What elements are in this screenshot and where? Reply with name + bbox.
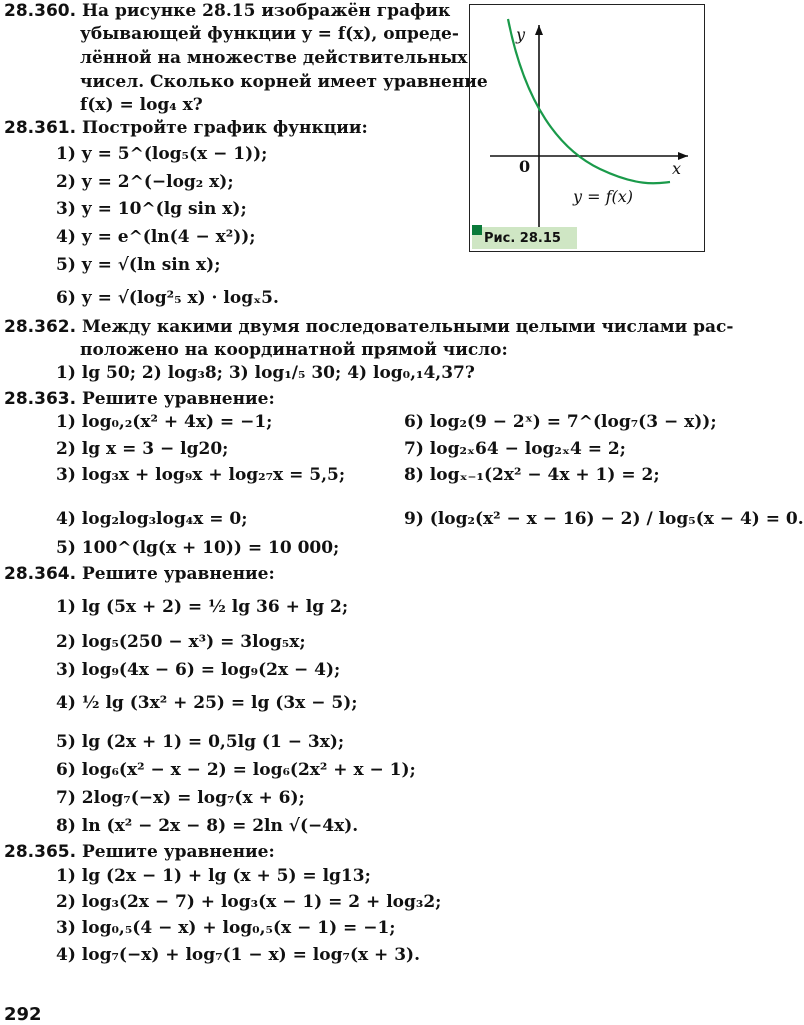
item-28-361-2: 2) y = 2^(−log₂ x);	[56, 172, 234, 192]
function-curve	[508, 19, 670, 183]
problem-text: На рисунке 28.15 изображён график	[81, 1, 451, 21]
item-28-363-4: 4) log₂log₃log₄x = 0;	[56, 509, 248, 529]
y-axis-label: y	[516, 25, 526, 44]
problem-28-362-options: 1) lg 50; 2) log₃8; 3) log₁/₅ 30; 4) log₀,₁4,37?	[56, 363, 475, 383]
figure-caption: Рис. 28.15	[484, 231, 561, 246]
item-28-364-2: 2) log₅(250 − x³) = 3log₅x;	[56, 632, 306, 652]
item-28-361-1: 1) y = 5^(log₅(x − 1));	[56, 144, 268, 164]
item-28-363-9: 9) (log₂(x² − x − 16) − 2) / log₅(x − 4) = 0.	[404, 509, 804, 529]
problem-number: 28.364.	[4, 564, 77, 584]
origin-label: 0	[519, 157, 531, 176]
problem-text: Между какими двумя последовательными целыми числами рас-	[81, 317, 734, 337]
item-28-365-2: 2) log₃(2x − 7) + log₃(x − 1) = 2 + log₃2;	[56, 892, 442, 912]
caption-marker-icon	[472, 225, 482, 235]
item-28-363-6: 6) log₂(9 − 2ˣ) = 7^(log₇(3 − x));	[404, 412, 717, 432]
problem-28-360-line-3: лённой на множестве действительных	[80, 48, 468, 68]
x-axis-label: x	[672, 159, 682, 178]
item-28-363-3: 3) log₃x + log₉x + log₂₇x = 5,5;	[56, 465, 346, 485]
item-28-361-5: 5) y = √(ln sin x);	[56, 255, 221, 275]
problem-text: Решите уравнение:	[81, 389, 275, 409]
item-28-363-7: 7) log₂ₓ64 − log₂ₓ4 = 2;	[404, 439, 626, 459]
item-28-364-1: 1) lg (5x + 2) = ½ lg 36 + lg 2;	[56, 597, 349, 617]
problem-number: 28.362.	[4, 317, 77, 337]
item-28-364-8: 8) ln (x² − 2x − 8) = 2ln √(−4x).	[56, 816, 359, 836]
problem-28-365	[4, 841, 275, 863]
item-28-364-5: 5) lg (2x + 1) = 0,5lg (1 − 3x);	[56, 732, 345, 752]
item-28-361-6: 6) y = √(log²₅ x) · logₓ5.	[56, 288, 279, 308]
problem-28-360-line-5: f(x) = log₄ x?	[80, 95, 203, 115]
item-28-364-7: 7) 2log₇(−x) = log₇(x + 6);	[56, 788, 305, 808]
item-28-361-4: 4) y = e^(ln(4 − x²));	[56, 227, 256, 247]
problem-28-364	[4, 563, 275, 585]
problem-number: 28.365.	[4, 842, 77, 862]
problem-28-361	[4, 117, 368, 139]
problem-28-363	[4, 388, 275, 410]
y-axis-arrow-icon	[535, 25, 543, 35]
problem-number: 28.360.	[4, 1, 77, 21]
figure-28-15	[469, 4, 705, 252]
problem-number: 28.361.	[4, 118, 77, 138]
item-28-364-4: 4) ½ lg (3x² + 25) = lg (3x − 5);	[56, 693, 358, 713]
item-28-365-1: 1) lg (2x − 1) + lg (x + 5) = lg13;	[56, 866, 371, 886]
problem-28-360-line-4: чисел. Сколько корней имеет уравнение	[80, 72, 488, 92]
problem-28-360-line-1	[4, 0, 450, 22]
problem-28-362	[4, 316, 733, 338]
problem-text: Решите уравнение:	[81, 842, 275, 862]
item-28-365-4: 4) log₇(−x) + log₇(1 − x) = log₇(x + 3).	[56, 945, 420, 965]
graph	[470, 5, 706, 253]
problem-28-362-line-2: положено на координатной прямой число:	[80, 340, 508, 360]
problem-text: Постройте график функции:	[81, 118, 368, 138]
problem-text: Решите уравнение:	[81, 564, 275, 584]
page-number: 292	[4, 1004, 42, 1025]
item-28-363-2: 2) lg x = 3 − lg20;	[56, 439, 229, 459]
item-28-363-5: 5) 100^(lg(x + 10)) = 10 000;	[56, 538, 340, 558]
item-28-363-8: 8) logₓ₋₁(2x² − 4x + 1) = 2;	[404, 465, 660, 485]
item-28-364-3: 3) log₉(4x − 6) = log₉(2x − 4);	[56, 660, 341, 680]
curve-label: y = f(x)	[573, 187, 634, 206]
item-28-363-1: 1) log₀,₂(x² + 4x) = −1;	[56, 412, 273, 432]
item-28-364-6: 6) log₆(x² − x − 2) = log₆(2x² + x − 1);	[56, 760, 416, 780]
item-28-361-3: 3) y = 10^(lg sin x);	[56, 199, 247, 219]
problem-number: 28.363.	[4, 389, 77, 409]
item-28-365-3: 3) log₀,₅(4 − x) + log₀,₅(x − 1) = −1;	[56, 918, 396, 938]
problem-28-360-line-2: убывающей функции y = f(x), опреде-	[80, 24, 459, 44]
